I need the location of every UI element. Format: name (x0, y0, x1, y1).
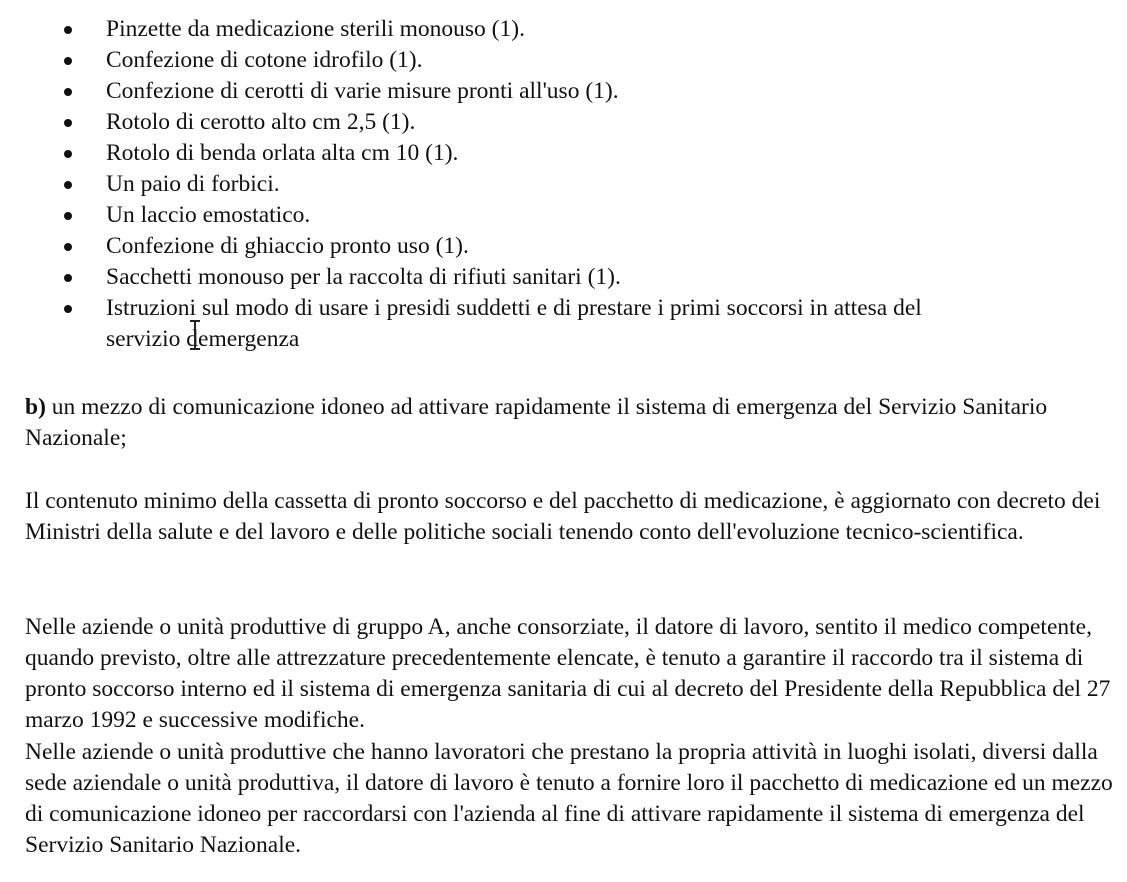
list-item: Confezione di cotone idrofilo (1). (0, 45, 1127, 76)
paragraph-b-label: b) (25, 394, 46, 420)
list-item: Un laccio emostatico. (0, 200, 1127, 231)
list-item: Pinzette da medicazione sterili monouso (1). (0, 14, 1127, 45)
list-item: Confezione di cerotti di varie misure pronti all'uso (1). (0, 76, 1127, 107)
bullet-icon (64, 212, 72, 220)
bullet-icon (64, 57, 72, 65)
list-item: Rotolo di benda orlata alta cm 10 (1). (0, 138, 1127, 169)
first-aid-kit-list (0, 14, 1127, 355)
list-item: Rotolo di cerotto alto cm 2,5 (1). (0, 107, 1127, 138)
bullet-icon (64, 150, 72, 158)
bullet-icon (64, 305, 72, 313)
bullet-icon (64, 274, 72, 282)
list-item: Un paio di forbici. (0, 169, 1127, 200)
list-item: Confezione di ghiaccio pronto uso (1). (0, 231, 1127, 262)
bullet-icon (64, 88, 72, 96)
bullet-icon (64, 119, 72, 127)
bullet-icon (64, 243, 72, 251)
list-item: Sacchetti monouso per la raccolta di rifiuti sanitari (1). (0, 262, 1127, 293)
paragraph-luoghi-isolati: Nelle aziende o unità produttive che hanno lavoratori che prestano la propria attività in luoghi isolati, diversi dalla sede aziendale o unità produttiva, il datore di lavoro è tenuto a fornire loro il pacchetto di medicazione ed un mezzo di comunicazione idoneo per raccordarsi con l'azienda al fine di attivare rapidamente il sistema di emergenza del Servizio Sanitario Nazionale. (25, 739, 1113, 858)
bullet-icon (64, 26, 72, 34)
list-item-instructions: Istruzioni sul modo di usare i presidi suddetti e di prestare i primi soccorsi in attesa del servizio demergenza (0, 293, 1127, 355)
paragraph-b-text: un mezzo di comunicazione idoneo ad attivare rapidamente il sistema di emergenza del Servizio Sanitario Nazionale; (25, 394, 1048, 451)
paragraph-gruppo-a: Nelle aziende o unità produttive di gruppo A, anche consorziate, il datore di lavoro, sentito il medico competente, quando previsto, oltre alle attrezzature precedentemente elencate, è tenuto a garantire il raccordo tra il sistema di pronto soccorso interno ed il sistema di emergenza sanitaria di cui al decreto del Presidente della Repubblica del 27 marzo 1992 e successive modifiche. (25, 614, 1111, 733)
paragraph-contenuto: Il contenuto minimo della cassetta di pronto soccorso e del pacchetto di medicazione, è aggiornato con decreto dei Ministri della salute e del lavoro e delle politiche sociali tenendo conto dell'evoluzione tecnico-scientifica. (25, 488, 1101, 545)
paragraph-b (25, 392, 1115, 454)
bullet-icon (64, 181, 72, 189)
